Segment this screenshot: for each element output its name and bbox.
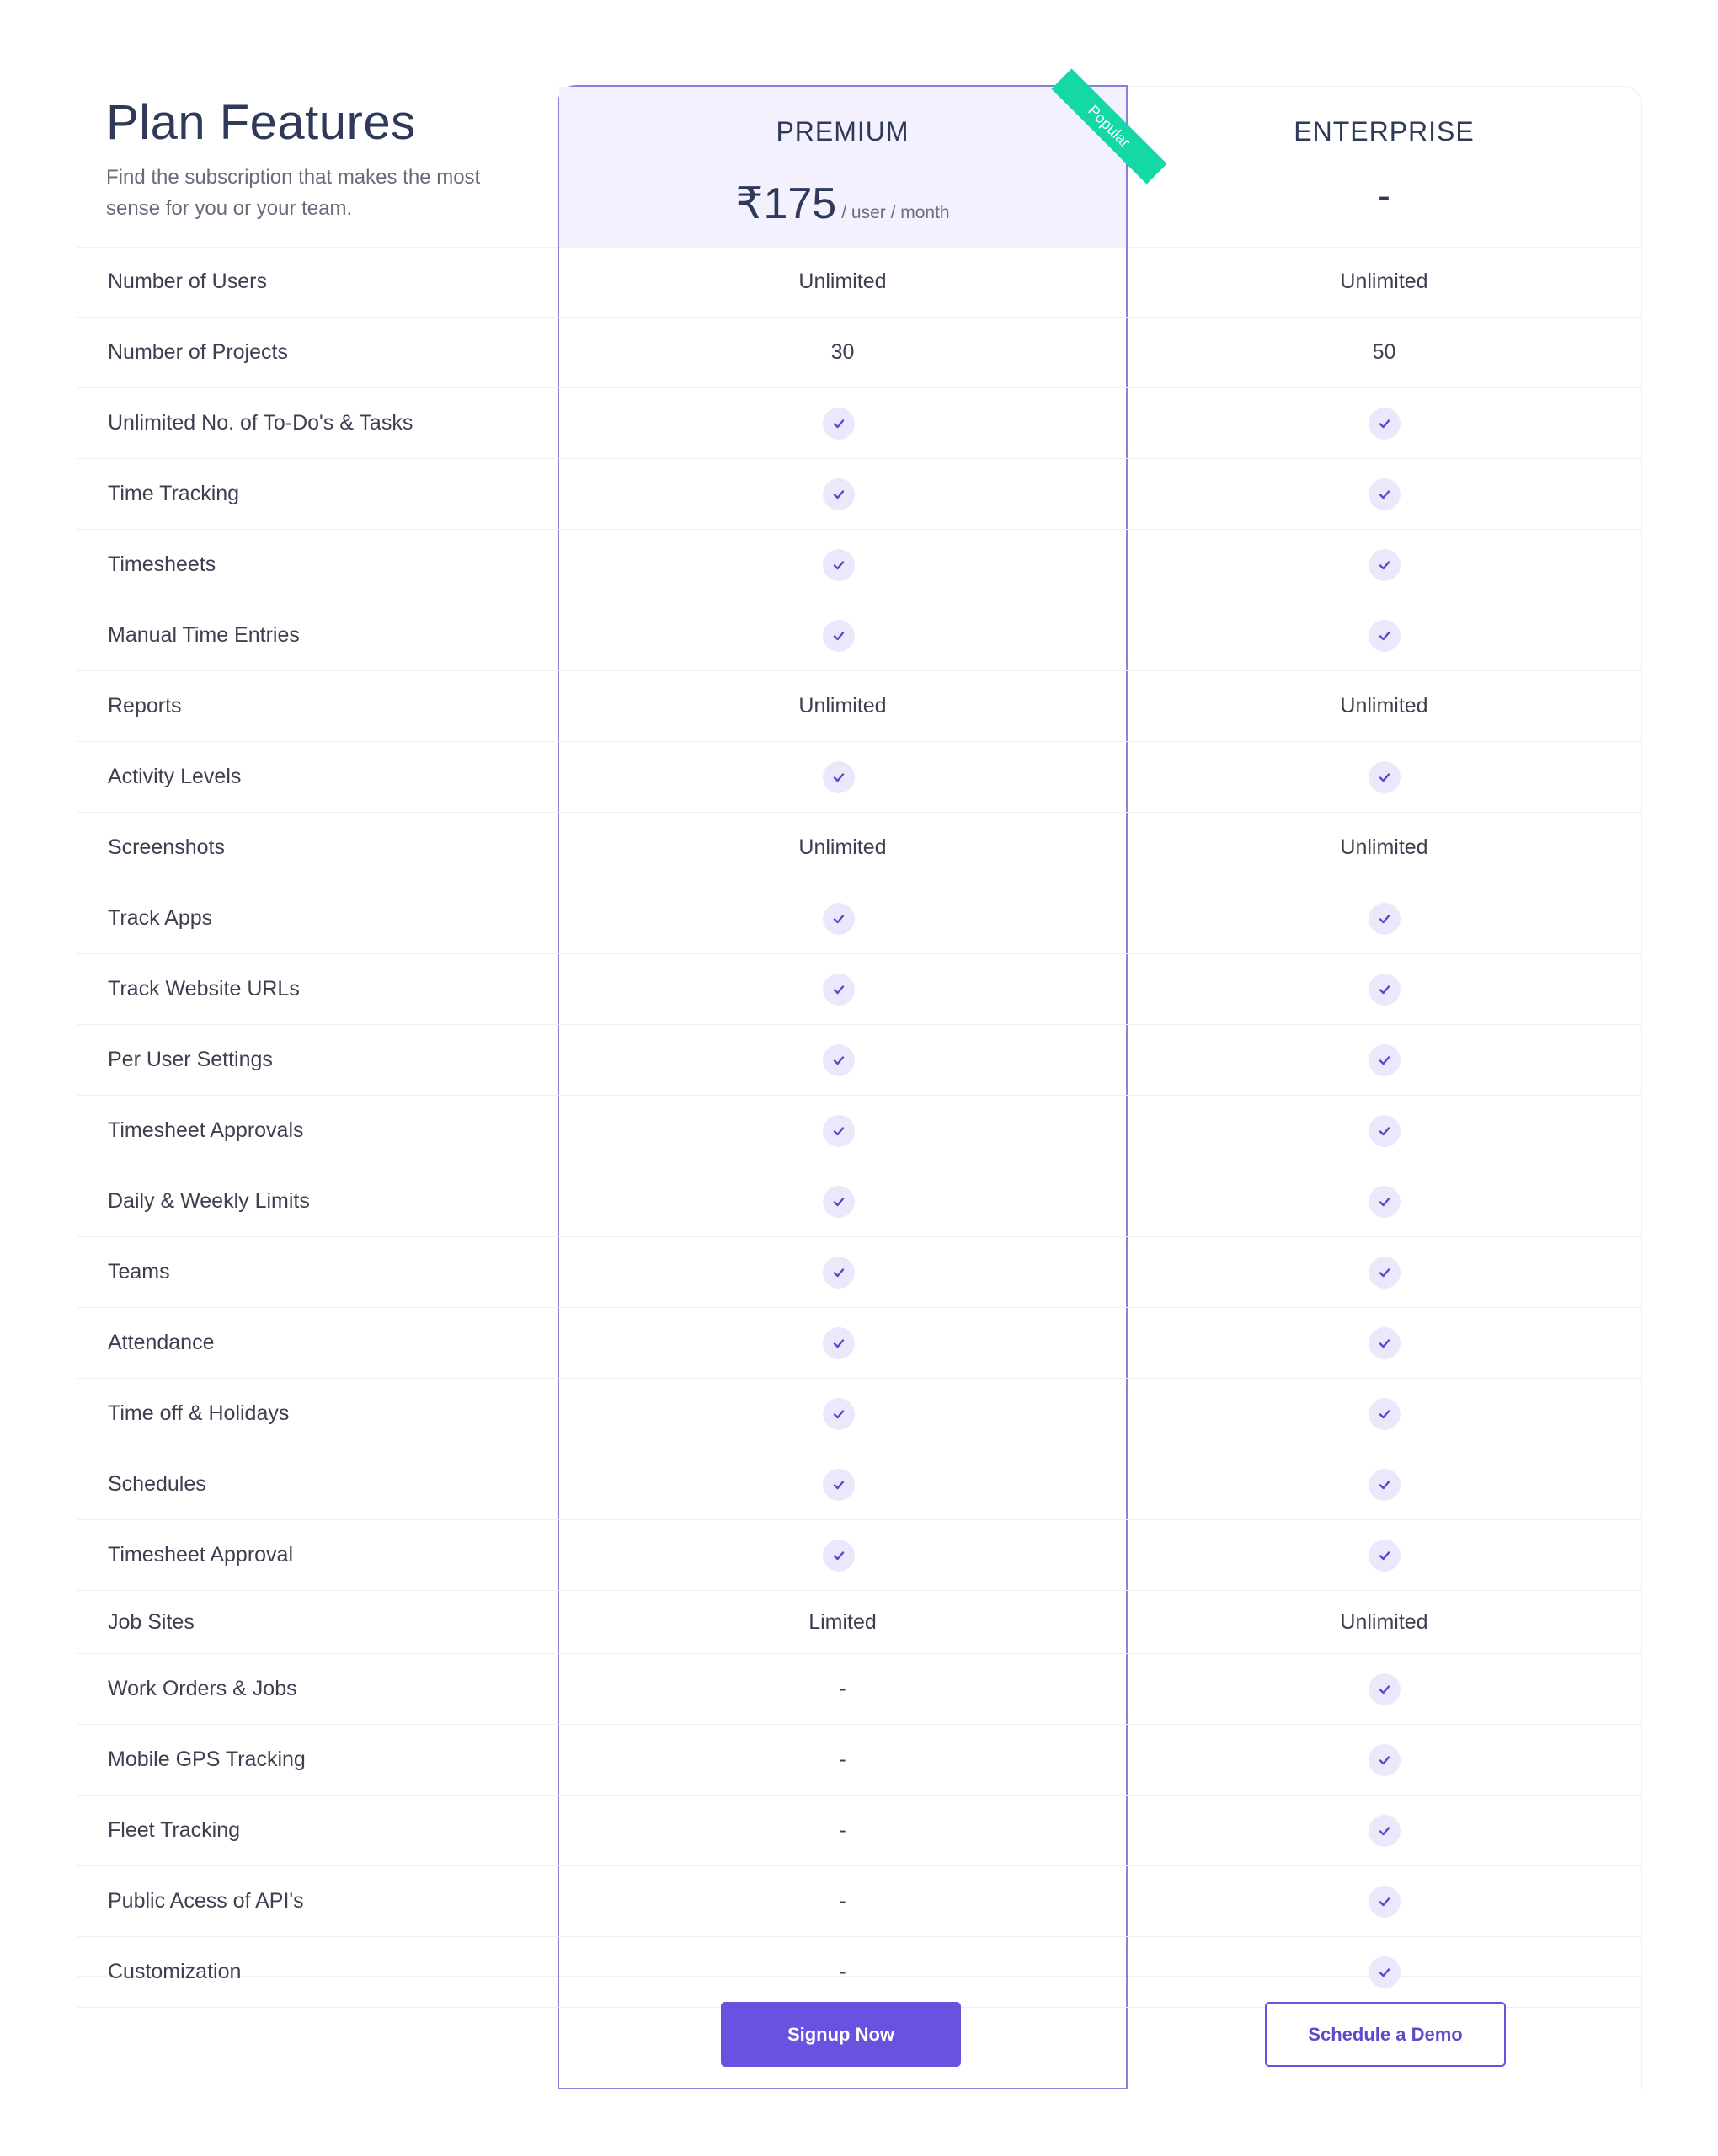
feature-row xyxy=(77,1591,1642,1654)
feature-row xyxy=(77,1379,1642,1449)
feature-included-cell xyxy=(558,388,1128,458)
check-icon xyxy=(1369,1956,1401,1988)
feature-row xyxy=(77,1520,1642,1591)
premium-price xyxy=(558,179,1128,229)
feature-name: Fleet Tracking xyxy=(108,1818,241,1842)
feature-included-cell xyxy=(558,883,1128,953)
feature-value-cell: Unlimited xyxy=(1340,270,1428,293)
check-icon xyxy=(823,408,855,440)
check-icon xyxy=(1369,1044,1401,1076)
feature-name: Job Sites xyxy=(108,1609,195,1634)
check-icon xyxy=(823,903,855,935)
check-icon xyxy=(1369,761,1401,793)
check-icon xyxy=(1369,1815,1401,1847)
feature-value-cell: Unlimited xyxy=(798,694,887,718)
checkmark-icon xyxy=(830,557,847,574)
feature-row xyxy=(77,318,1642,388)
feature-included-cell xyxy=(1126,1166,1642,1236)
feature-included-cell xyxy=(558,1379,1128,1449)
checkmark-icon xyxy=(830,486,847,503)
feature-included-cell xyxy=(1126,883,1642,953)
premium-plan-name: PREMIUM xyxy=(776,116,910,147)
feature-name: Teams xyxy=(108,1260,170,1283)
checkmark-icon xyxy=(830,1406,847,1422)
feature-included-cell xyxy=(1126,1520,1642,1590)
checkmark-icon xyxy=(1376,1547,1393,1564)
checkmark-icon xyxy=(830,1123,847,1139)
checkmark-icon xyxy=(830,769,847,786)
feature-row xyxy=(77,459,1642,530)
feature-included-cell xyxy=(558,530,1128,600)
feature-value-cell: - xyxy=(839,1748,846,1771)
checkmark-icon xyxy=(830,1193,847,1210)
check-icon xyxy=(1369,478,1401,510)
checkmark-icon xyxy=(1376,1123,1393,1139)
feature-included-cell xyxy=(558,1449,1128,1519)
feature-name: Work Orders & Jobs xyxy=(108,1677,297,1700)
check-icon xyxy=(1369,1186,1401,1218)
feature-name: Daily & Weekly Limits xyxy=(108,1189,310,1213)
feature-row xyxy=(77,247,1642,318)
checkmark-icon xyxy=(1376,1822,1393,1839)
check-icon xyxy=(823,620,855,652)
feature-name: Track Website URLs xyxy=(108,977,300,1001)
feature-row xyxy=(77,388,1642,459)
feature-included-cell xyxy=(1126,1025,1642,1095)
checkmark-icon xyxy=(1376,1893,1393,1910)
schedule-demo-button[interactable]: Schedule a Demo xyxy=(1265,2002,1506,2067)
check-icon xyxy=(1369,620,1401,652)
feature-row xyxy=(77,1725,1642,1796)
feature-included-cell xyxy=(558,1520,1128,1590)
feature-included-cell xyxy=(1126,1096,1642,1166)
feature-value-cell: Unlimited xyxy=(798,270,887,293)
check-icon xyxy=(1369,1540,1401,1572)
checkmark-icon xyxy=(1376,486,1393,503)
feature-included-cell xyxy=(1126,1725,1642,1795)
feature-included-cell xyxy=(1126,1308,1642,1378)
feature-name: Track Apps xyxy=(108,906,213,930)
check-icon xyxy=(1369,1744,1401,1776)
feature-name: Number of Users xyxy=(108,270,267,293)
feature-name: Per User Settings xyxy=(108,1048,273,1071)
feature-name: Schedules xyxy=(108,1472,206,1496)
feature-row xyxy=(77,600,1642,671)
checkmark-icon xyxy=(830,1335,847,1352)
feature-value-cell: - xyxy=(839,1818,846,1842)
feature-row xyxy=(77,1866,1642,1937)
feature-value-cell: - xyxy=(839,1960,846,1983)
premium-price-unit: / user / month xyxy=(841,203,950,222)
feature-row xyxy=(77,883,1642,954)
feature-row xyxy=(77,1166,1642,1237)
feature-value-cell: - xyxy=(839,1677,846,1700)
check-icon xyxy=(823,1469,855,1501)
check-icon xyxy=(823,1327,855,1359)
checkmark-icon xyxy=(1376,1476,1393,1493)
checkmark-icon xyxy=(1376,769,1393,786)
feature-value-cell: Unlimited xyxy=(1340,694,1428,718)
checkmark-icon xyxy=(1376,1406,1393,1422)
feature-name: Public Acess of API's xyxy=(108,1889,304,1913)
feature-included-cell xyxy=(1126,1937,1642,2007)
checkmark-icon xyxy=(1376,910,1393,927)
feature-row xyxy=(77,1937,1642,2008)
feature-name: Screenshots xyxy=(108,835,225,859)
feature-name: Number of Projects xyxy=(108,340,288,364)
feature-included-cell xyxy=(558,1166,1128,1236)
checkmark-icon xyxy=(830,910,847,927)
feature-included-cell xyxy=(558,1308,1128,1378)
checkmark-icon xyxy=(1376,1193,1393,1210)
checkmark-icon xyxy=(830,1547,847,1564)
feature-included-cell xyxy=(1126,1654,1642,1724)
feature-included-cell xyxy=(1126,530,1642,600)
feature-name: Time off & Holidays xyxy=(108,1401,290,1425)
checkmark-icon xyxy=(1376,415,1393,432)
checkmark-icon xyxy=(1376,1335,1393,1352)
feature-value-cell: Unlimited xyxy=(798,835,887,859)
checkmark-icon xyxy=(1376,1752,1393,1769)
checkmark-icon xyxy=(830,981,847,998)
feature-row xyxy=(77,813,1642,883)
premium-price-amount: ₹175 xyxy=(735,179,837,228)
feature-name: Reports xyxy=(108,694,182,718)
check-icon xyxy=(823,974,855,1006)
checkmark-icon xyxy=(830,1052,847,1069)
check-icon xyxy=(823,1540,855,1572)
check-icon xyxy=(1369,1469,1401,1501)
feature-row xyxy=(77,671,1642,742)
feature-included-cell xyxy=(558,1096,1128,1166)
check-icon xyxy=(1369,1115,1401,1147)
check-icon xyxy=(823,761,855,793)
check-icon xyxy=(1369,408,1401,440)
checkmark-icon xyxy=(830,415,847,432)
check-icon xyxy=(1369,1673,1401,1705)
feature-name: Activity Levels xyxy=(108,765,242,788)
feature-included-cell xyxy=(1126,388,1642,458)
feature-row xyxy=(77,954,1642,1025)
enterprise-header-frame xyxy=(1126,86,1642,247)
feature-value-cell: Unlimited xyxy=(1340,835,1428,859)
feature-row xyxy=(77,1796,1642,1866)
feature-value-cell: 50 xyxy=(1372,340,1396,364)
check-icon xyxy=(1369,1398,1401,1430)
feature-included-cell xyxy=(558,742,1128,812)
feature-included-cell xyxy=(558,600,1128,670)
check-icon xyxy=(823,1186,855,1218)
feature-rows xyxy=(77,247,1642,2008)
feature-included-cell xyxy=(1126,954,1642,1024)
feature-name: Timesheets xyxy=(108,552,216,576)
feature-row xyxy=(77,1654,1642,1725)
feature-included-cell xyxy=(1126,600,1642,670)
checkmark-icon xyxy=(1376,1964,1393,1981)
checkmark-icon xyxy=(1376,981,1393,998)
checkmark-icon xyxy=(1376,627,1393,644)
feature-name: Time Tracking xyxy=(108,482,240,505)
feature-row xyxy=(77,530,1642,600)
checkmark-icon xyxy=(1376,1681,1393,1698)
check-icon xyxy=(823,1044,855,1076)
feature-included-cell xyxy=(1126,1796,1642,1865)
feature-row xyxy=(77,742,1642,813)
feature-name: Manual Time Entries xyxy=(108,623,300,647)
check-icon xyxy=(1369,903,1401,935)
feature-name: Attendance xyxy=(108,1331,215,1354)
popular-badge: Popular xyxy=(1051,68,1166,184)
feature-included-cell xyxy=(1126,742,1642,812)
checkmark-icon xyxy=(830,1476,847,1493)
check-icon xyxy=(823,549,855,581)
check-icon xyxy=(823,1398,855,1430)
check-icon xyxy=(1369,1327,1401,1359)
check-icon xyxy=(1369,549,1401,581)
feature-row xyxy=(77,1237,1642,1308)
feature-included-cell xyxy=(1126,1379,1642,1449)
feature-name: Timesheet Approvals xyxy=(108,1118,304,1142)
feature-row xyxy=(77,1308,1642,1379)
check-icon xyxy=(823,478,855,510)
feature-included-cell xyxy=(558,1237,1128,1307)
enterprise-plan-name: ENTERPRISE xyxy=(1294,116,1475,147)
check-icon xyxy=(1369,974,1401,1006)
check-icon xyxy=(1369,1257,1401,1289)
feature-row xyxy=(77,1449,1642,1520)
feature-name: Mobile GPS Tracking xyxy=(108,1748,306,1771)
checkmark-icon xyxy=(830,1264,847,1281)
checkmark-icon xyxy=(1376,1264,1393,1281)
page-title: Plan Features xyxy=(106,95,416,150)
checkmark-icon xyxy=(1376,1052,1393,1069)
feature-included-cell xyxy=(558,954,1128,1024)
feature-value-cell: Unlimited xyxy=(1340,1609,1428,1634)
checkmark-icon xyxy=(1376,557,1393,574)
feature-name: Unlimited No. of To-Do's & Tasks xyxy=(108,411,413,435)
feature-included-cell xyxy=(1126,459,1642,529)
feature-name: Customization xyxy=(108,1960,242,1983)
feature-included-cell xyxy=(1126,1237,1642,1307)
page-subtitle: Find the subscription that makes the most sense for you or your team. xyxy=(106,166,481,220)
check-icon xyxy=(823,1257,855,1289)
feature-row xyxy=(77,1025,1642,1096)
feature-included-cell xyxy=(558,459,1128,529)
feature-included-cell xyxy=(558,1025,1128,1095)
feature-value-cell: Limited xyxy=(808,1609,877,1634)
feature-row xyxy=(77,1096,1642,1166)
feature-included-cell xyxy=(1126,1866,1642,1936)
feature-name: Timesheet Approval xyxy=(108,1543,294,1566)
checkmark-icon xyxy=(830,627,847,644)
check-icon xyxy=(1369,1886,1401,1918)
feature-value-cell: - xyxy=(839,1889,846,1913)
feature-value-cell: 30 xyxy=(830,340,855,364)
signup-now-button[interactable]: Signup Now xyxy=(721,2002,961,2067)
feature-included-cell xyxy=(1126,1449,1642,1519)
enterprise-price: - xyxy=(1378,175,1390,216)
check-icon xyxy=(823,1115,855,1147)
